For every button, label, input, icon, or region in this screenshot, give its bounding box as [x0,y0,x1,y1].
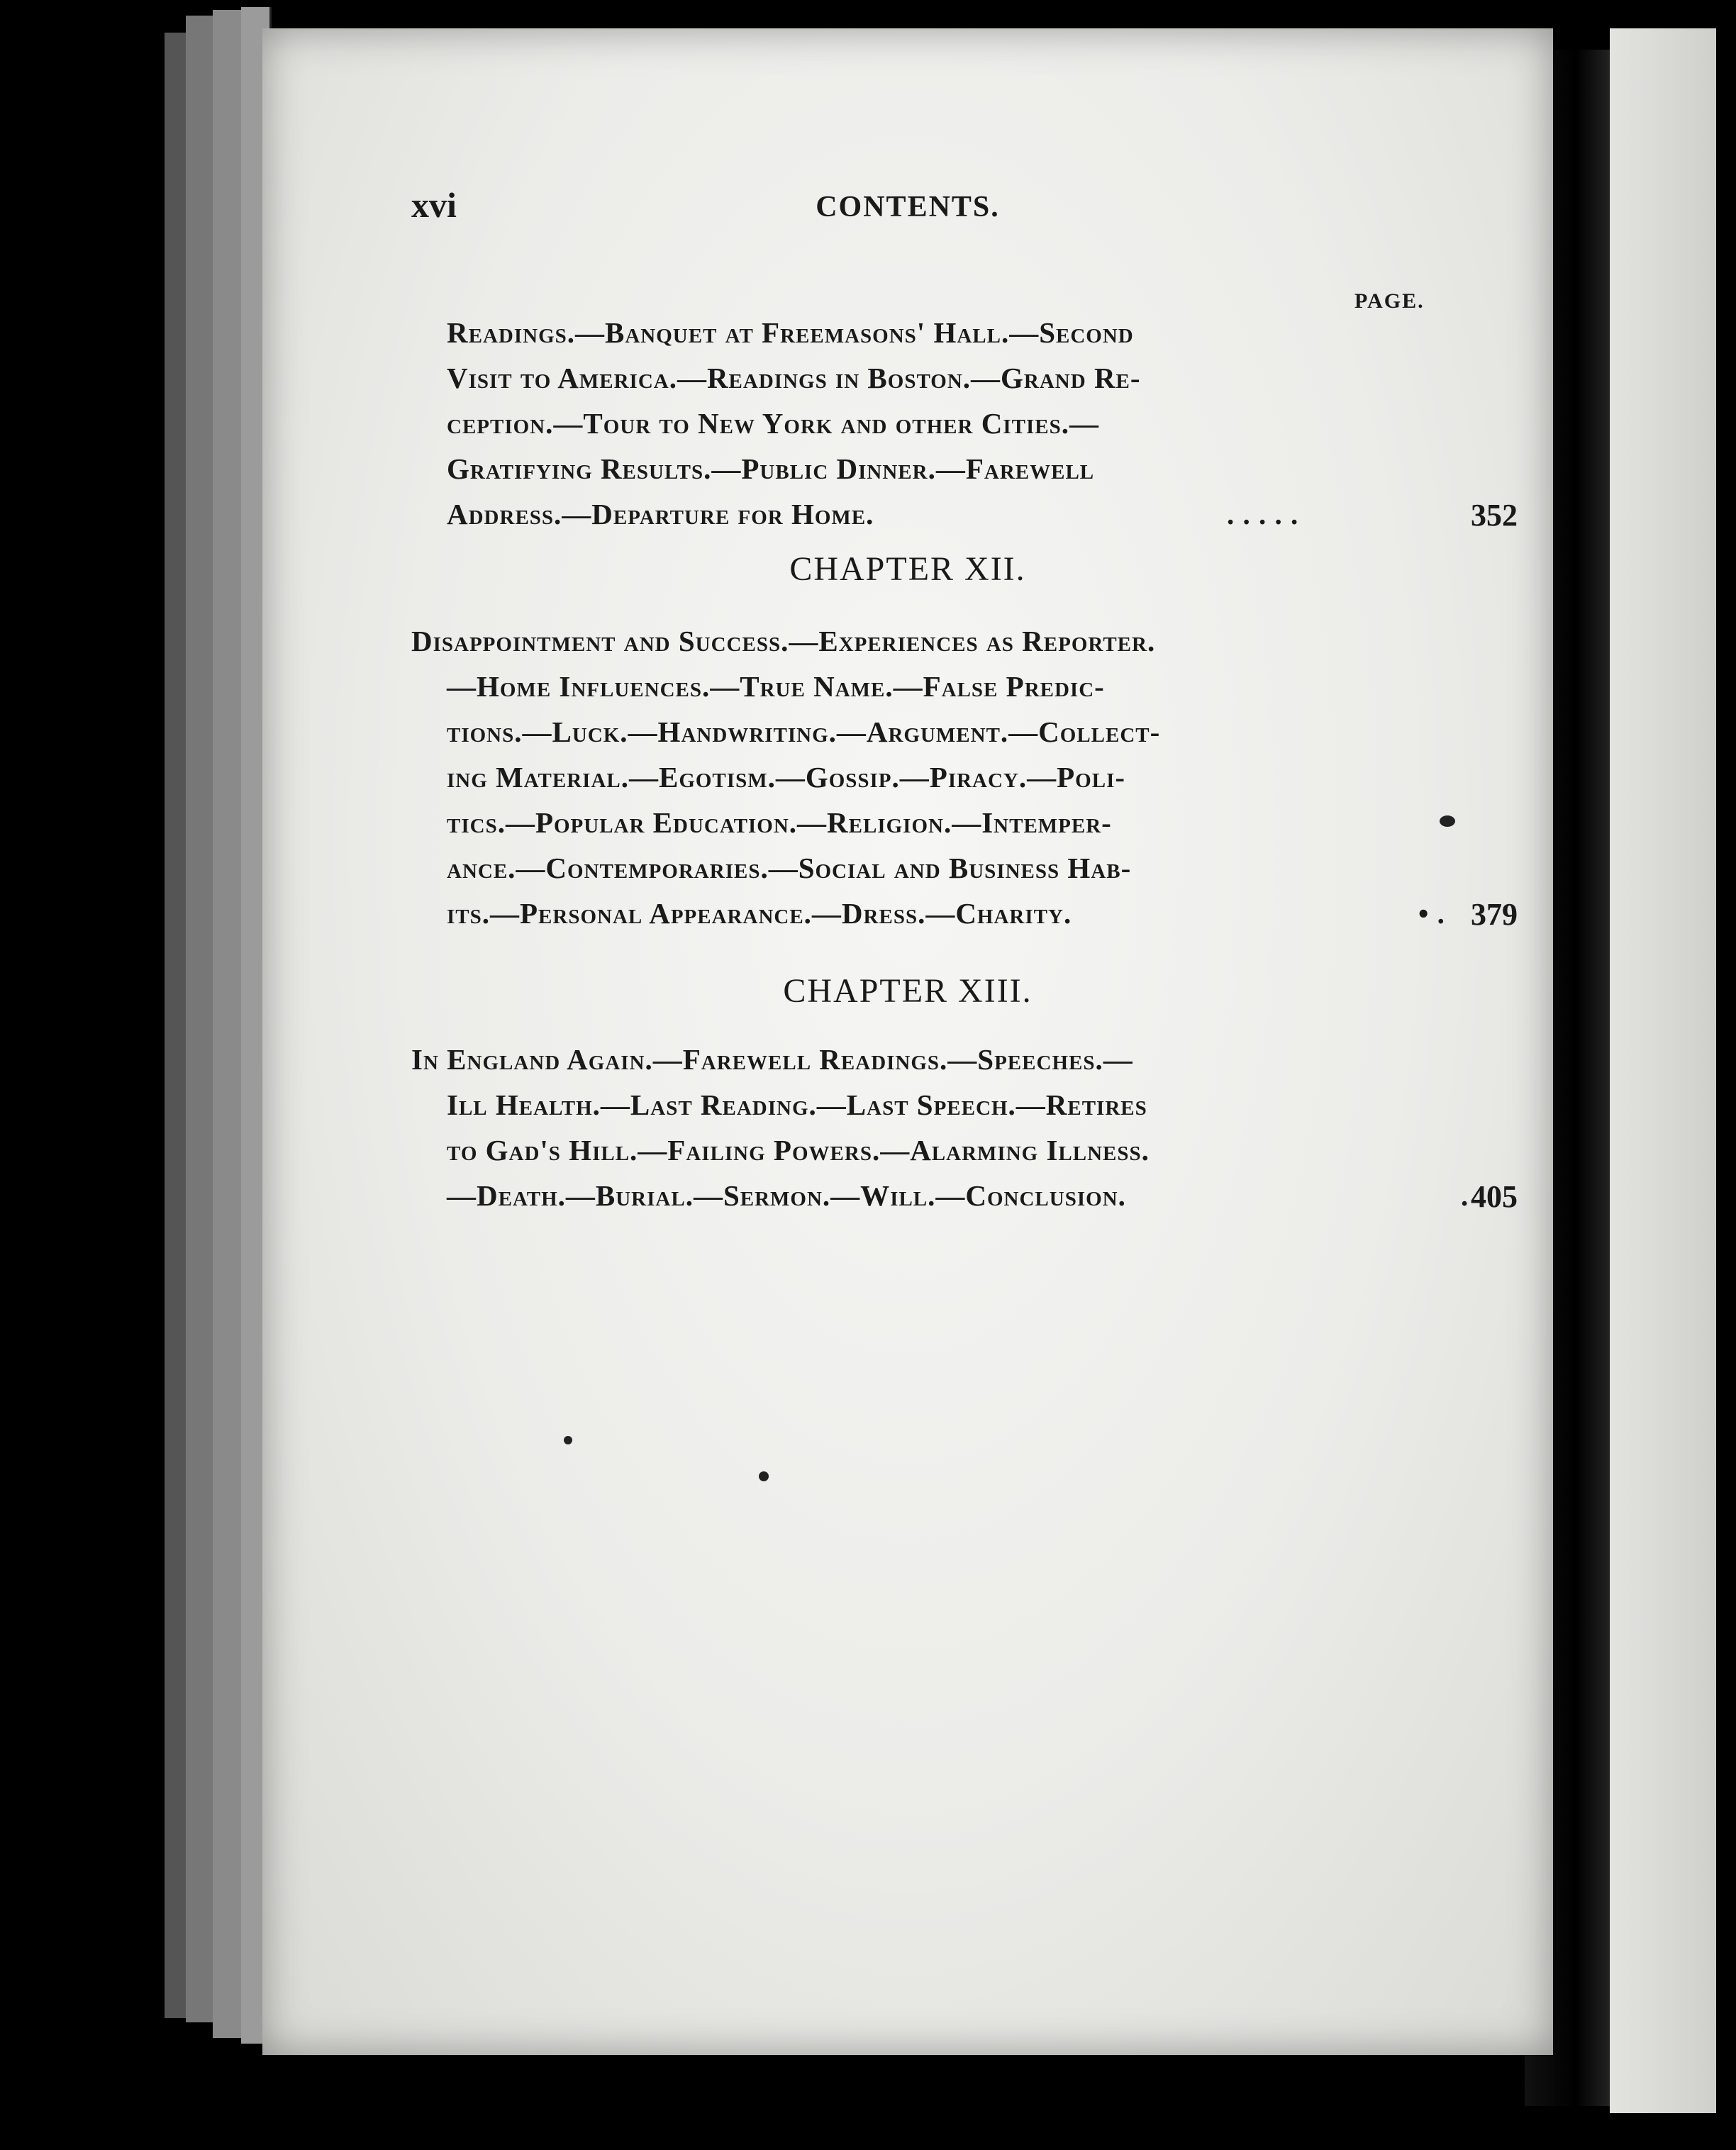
dot-leader: • . [1418,897,1445,930]
entry-line: Visit to America.—Readings in Boston.—Grand Re- [447,362,1141,394]
entry-line: ception.—Tour to New York and other Cities.— [447,407,1099,440]
scan-speck [759,1471,769,1481]
entry-line: ing Material.—Egotism.—Gossip.—Piracy.—Poli- [447,761,1126,793]
page-column-label: PAGE. [1354,289,1425,313]
entry-line: Readings.—Banquet at Freemasons' Hall.—Second [447,316,1134,349]
entry-line: Ill Health.—Last Reading.—Last Speech.—Retires [447,1088,1147,1121]
entry-line: tics.—Popular Education.—Religion.—Intemper- [447,806,1112,839]
scan-speck [1440,815,1455,827]
page-number: 352 [1471,498,1518,533]
entry-line: to Gad's Hill.—Failing Powers.—Alarming Illness. [447,1134,1150,1166]
entry-line: ance.—Contemporaries.—Social and Business Hab- [447,852,1132,884]
chapter-heading: CHAPTER XIII. [783,972,1033,1010]
book-page [262,28,1553,2055]
toc-entry [411,624,1518,950]
chapter-heading: CHAPTER XII. [789,550,1026,588]
entry-line: In England Again.—Farewell Readings.—Speeches.— [411,1043,1133,1076]
entry-line: its.—Personal Appearance.—Dress.—Charity. [447,897,1072,930]
dot-leader: . [1461,1179,1469,1212]
entry-line: —Home Influences.—True Name.—False Predic- [447,670,1105,703]
entry-line: Disappointment and Success.—Experiences as Reporter. [411,625,1156,657]
running-head [262,184,1553,241]
page-number: 405 [1471,1179,1518,1214]
page-folio: xvi [411,185,457,225]
entry-line: Gratifying Results.—Public Dinner.—Farewell [447,452,1095,485]
page-number: 379 [1471,897,1518,932]
dot-leader: . . . . . [1227,498,1299,530]
facing-page [1610,28,1716,2113]
scan-speck [564,1436,572,1444]
toc-entry [411,1042,1518,1241]
entry-line: Address.—Departure for Home. [447,498,874,530]
entry-line: tions.—Luck.—Handwriting.—Argument.—Collect- [447,715,1161,748]
entry-line: —Death.—Burial.—Sermon.—Will.—Conclusion. [447,1179,1126,1212]
running-title: CONTENTS. [816,191,1000,223]
toc-entry [411,316,1518,550]
